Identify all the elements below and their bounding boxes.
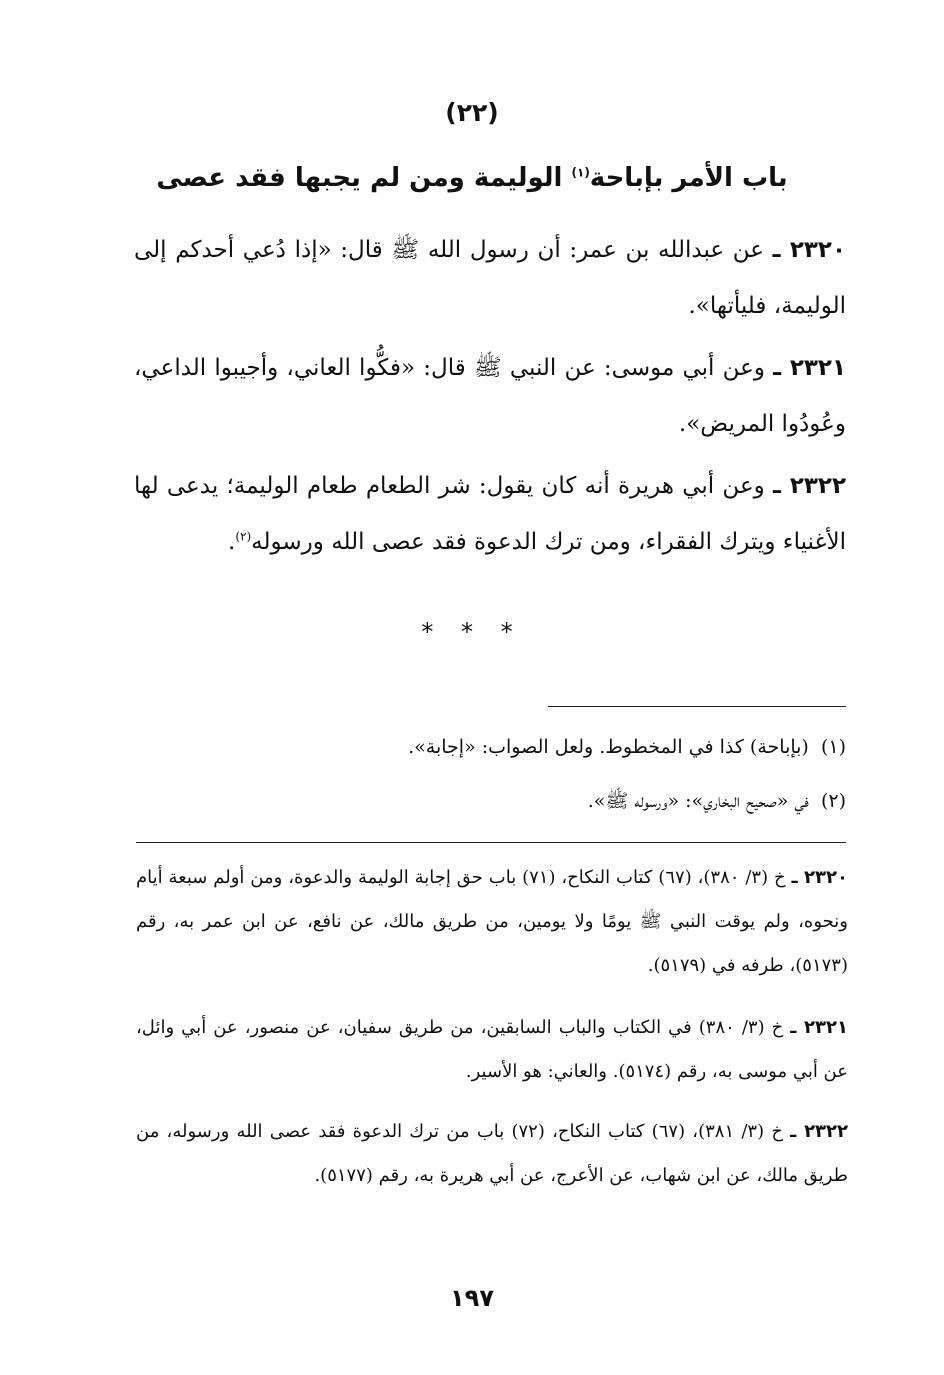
takhrij-number: ٢٣٢٠ ـ: [791, 867, 848, 888]
takhrij-2320: [136, 856, 848, 988]
chapter-number: (٢٢): [445, 98, 499, 127]
takhrij-divider: [136, 842, 846, 843]
footnote-2: [140, 786, 846, 816]
footnote-text: في «صحيح البخاري»: «ورسوله ﷺ».: [587, 790, 809, 812]
section-separator: * * *: [421, 618, 523, 646]
footnote-1: [140, 732, 846, 762]
hadith-number: ٢٣٢١ ـ: [773, 355, 846, 381]
takhrij-2322: [136, 1110, 848, 1198]
takhrij-text: خ (٣/ ٣٨٠) في الكتاب والباب السابقين، من طريق سفيان، عن منصور، عن أبي وائل، عن أبي موسى به، رقم (٥١٧٤). والعاني: هو الأسير.: [136, 1017, 848, 1082]
hadith-2320: [134, 222, 846, 334]
chapter-title: [80, 158, 864, 198]
hadith-text: عن عبدالله بن عمر: أن رسول الله ﷺ قال: «إذا دُعي أحدكم إلى الوليمة، فليأتها».: [134, 237, 846, 319]
footnote-divider: [548, 706, 846, 707]
takhrij-text: خ (٣/ ٣٨٠)، (٦٧) كتاب النكاح، (٧١) باب حق إجابة الوليمة والدعوة، ومن أولم سبعة أيام ونحوه، ولم يوقت النبي ﷺ يومًا ولا يومين، من طريق مالك، عن نافع، عن ابن عمر به، رقم (٥١٧٣)، طرفه في (٥١٧٩).: [136, 867, 848, 976]
footnote-text: (بإباحة) كذا في المخطوط. ولعل الصواب: «إجابة».: [408, 736, 809, 758]
footnote-ref-2: (٢): [235, 529, 252, 544]
takhrij-number: ٢٣٢١ ـ: [790, 1017, 848, 1038]
hadith-end: .: [228, 529, 236, 555]
hadith-number: ٢٣٢٠ ـ: [772, 237, 846, 263]
hadith-text: وعن أبي موسى: عن النبي ﷺ قال: «فكُّوا العاني، وأجيبوا الداعي، وعُودُوا المريض».: [134, 355, 846, 437]
footnote-marker: (١): [820, 736, 846, 758]
takhrij-2321: [136, 1006, 848, 1094]
hadith-number: ٢٣٢٢ ـ: [773, 473, 846, 499]
page-number: ١٩٧: [450, 1284, 494, 1312]
hadith-text: وعن أبي هريرة أنه كان يقول: شر الطعام طعام الوليمة؛ يدعى لها الأغنياء ويترك الفقراء، ومن ترك الدعوة فقد عصى الله ورسوله: [134, 473, 846, 555]
takhrij-text: خ (٣/ ٣٨١)، (٦٧) كتاب النكاح، (٧٢) باب من ترك الدعوة فقد عصى الله ورسوله، من طريق مالك، عن ابن شهاب، عن الأعرج، عن أبي هريرة به، رقم (٥١٧٧).: [136, 1121, 848, 1186]
chapter-title-main: باب الأمر بإباحة: [589, 163, 788, 193]
footnote-marker: (٢): [820, 790, 846, 812]
chapter-title-rest: الوليمة ومن لم يجبها فقد عصى: [156, 163, 572, 193]
footnote-ref-1: (١): [571, 165, 590, 180]
hadith-2321: [134, 340, 846, 452]
takhrij-number: ٢٣٢٢ ـ: [790, 1121, 849, 1142]
hadith-2322: [134, 458, 846, 570]
